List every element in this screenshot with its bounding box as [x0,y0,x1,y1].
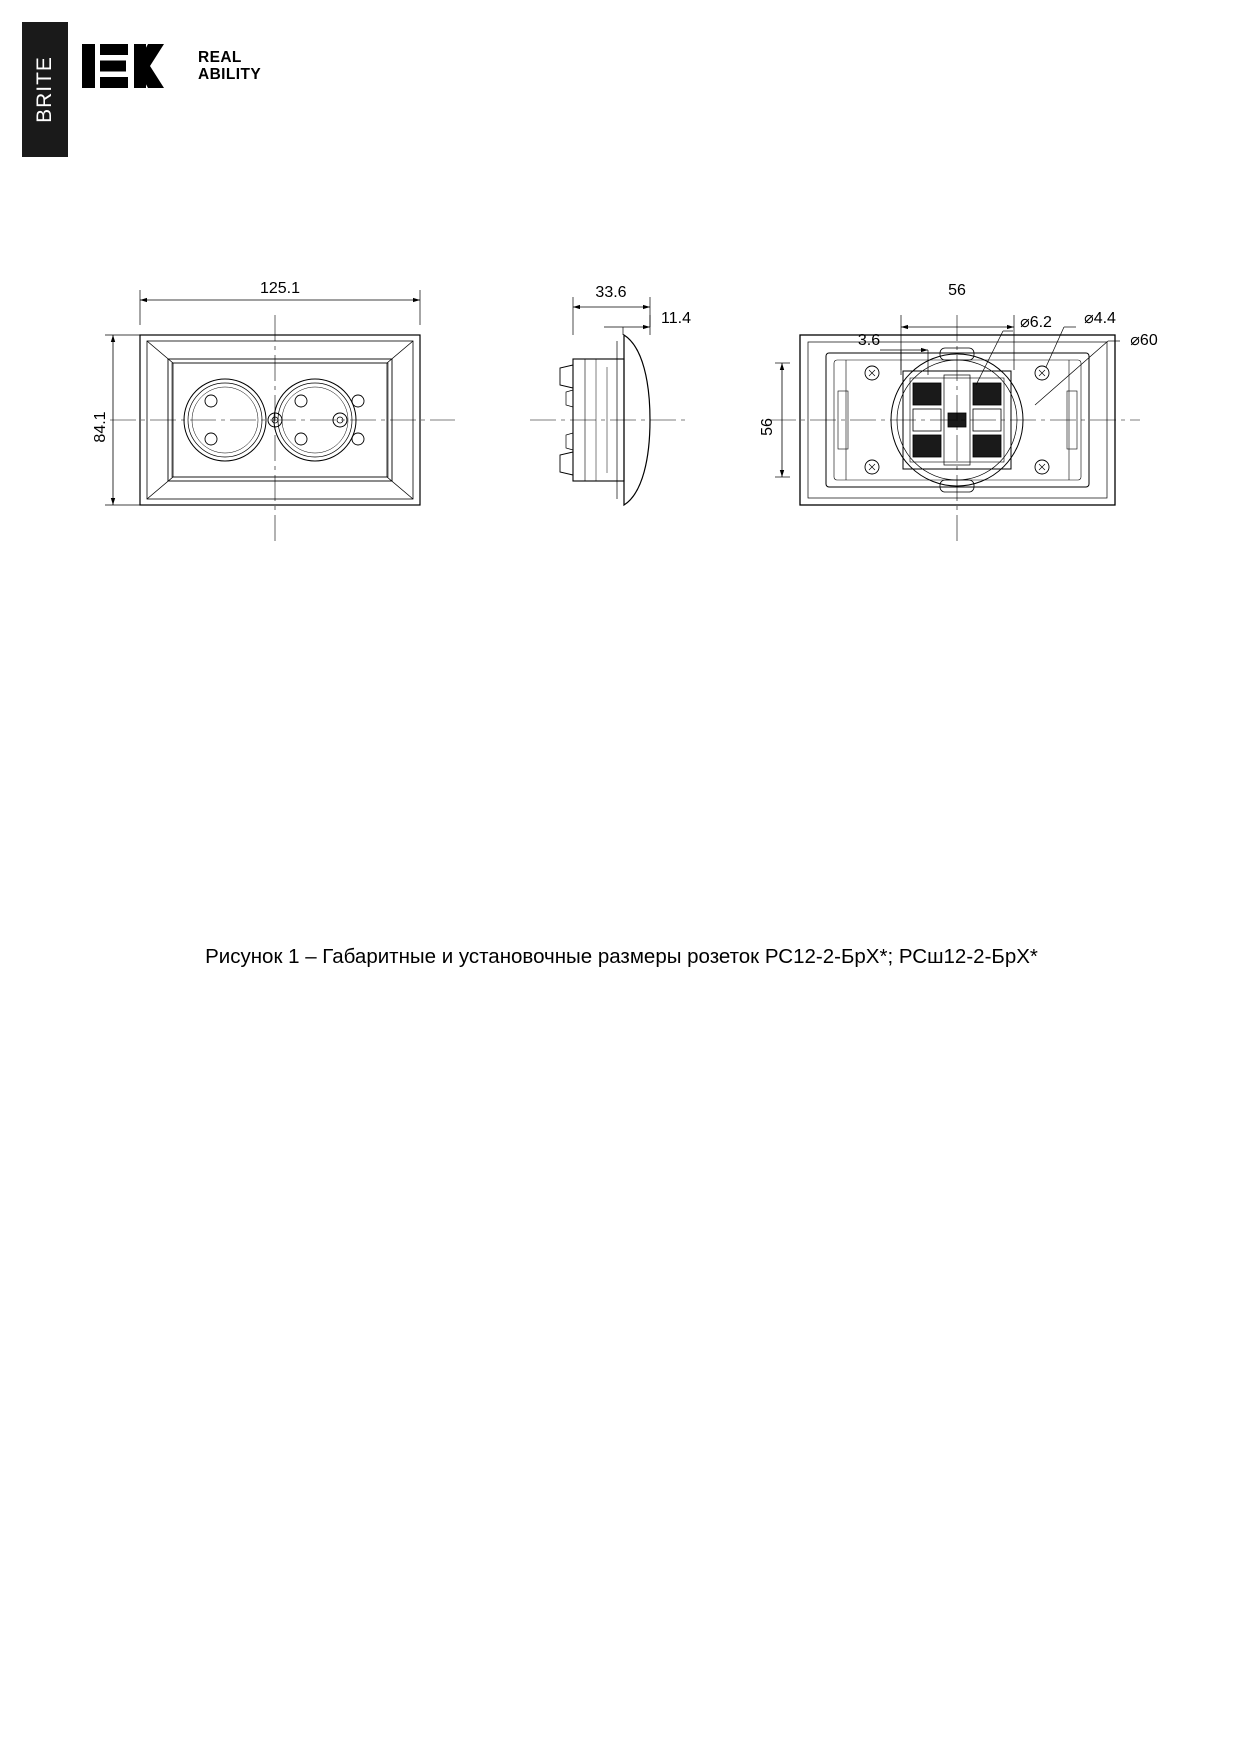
dim-label-56-width: 56 [948,282,966,299]
dim-label-84-1: 84.1 [92,411,109,443]
dim-label-56-height: 56 [759,418,776,436]
dim-label-3-6: 3.6 [857,332,881,349]
dim-label-125-1: 125.1 [259,280,301,297]
logo-tagline-line-2: ABILITY [198,66,262,83]
logo-block [82,40,261,92]
brand-side-tab [22,22,68,157]
dim-label-d4-4: ⌀4.4 [1084,310,1116,327]
logo-tagline [198,49,261,84]
figure-caption: Рисунок 1 – Габаритные и установочные размеры розеток РС12-2-БрХ*; РСш12-2-БрХ* [205,945,1038,968]
dim-label-d60: ⌀60 [1130,332,1158,349]
logo-tagline-line-1: REAL [198,48,242,66]
rear-view [770,315,1140,545]
brand-side-tab-label: BRITE [33,56,56,123]
figure-drawing [0,255,1243,585]
iek-logo-icon [82,40,182,92]
side-view [530,297,690,505]
dim-label-d6-2: ⌀6.2 [1020,314,1052,331]
dim-label-11-4: 11.4 [661,310,691,327]
front-view [105,290,455,545]
dim-label-33-6: 33.6 [595,284,627,301]
